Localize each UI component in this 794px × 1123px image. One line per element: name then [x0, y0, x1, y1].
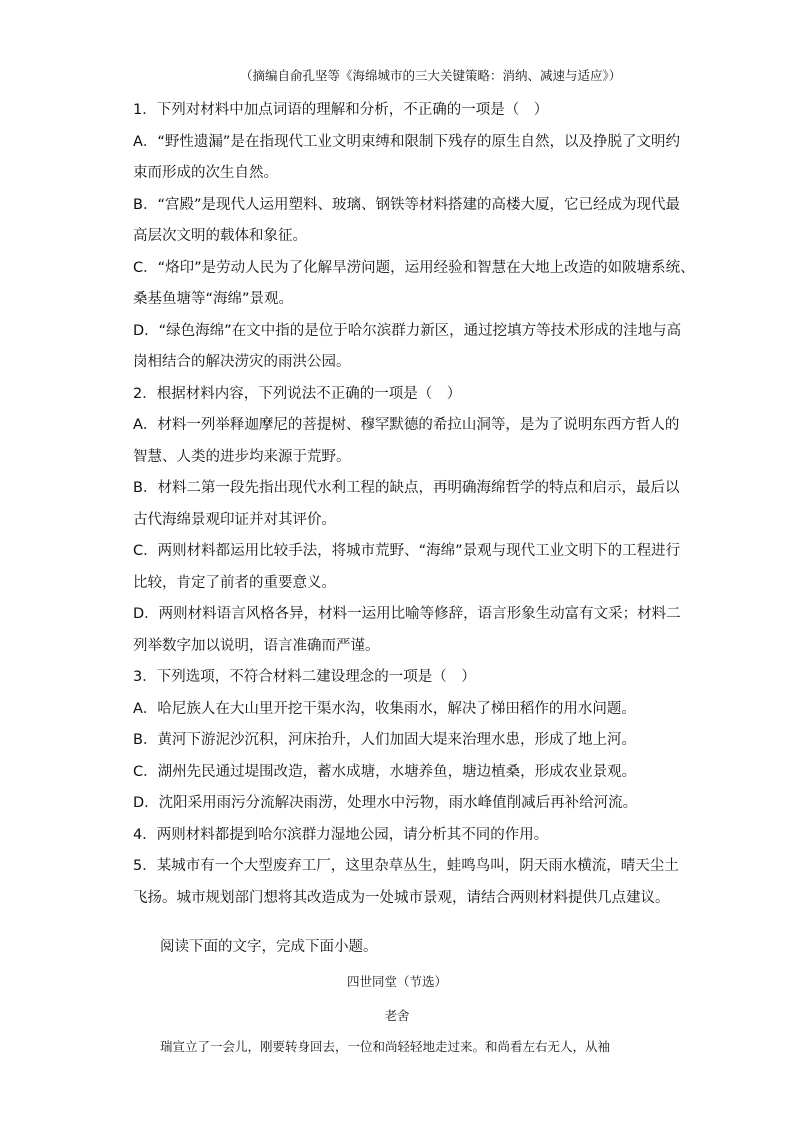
question-block [133, 95, 693, 914]
text-line: 束而形成的次生自然。 [133, 165, 278, 181]
text-line: A．材料一列举释迦摩尼的菩提树、穆罕默德的希拉山洞等，是为了说明东西方哲人的 [133, 417, 680, 433]
text-line: B．“宫殿”是现代人运用塑料、玻璃、钢铁等材料搭建的高楼大厦，它已经成为现代最 [133, 196, 680, 213]
text-line: 2．根据材料内容，下列说法不正确的一项是（ ） [133, 385, 462, 402]
text-line: C．两则材料都运用比较手法，将城市荒野、“海绵”景观与现代工业文明下的工程进行 [133, 543, 681, 559]
passage-title: 四世同堂（节选） [346, 974, 447, 989]
text-line: C．湖州先民通过堤围改造，蓄水成塘，水塘养鱼，塘边植桑，形成农业景观。 [133, 763, 637, 780]
text-line: A．“野性遗漏”是在指现代工业文明束缚和限制下残存的原生自然，以及挣脱了文明约 [133, 133, 680, 150]
text-line: 智慧、人类的进步均来源于荒野。 [133, 448, 351, 465]
text-line: B．黄河下游泥沙沉积，河床抬升，人们加固大堤来治理水患，形成了地上河。 [133, 732, 636, 748]
text-line: 3．下列选项，不符合材料二建设理念的一项是（ ） [133, 669, 476, 685]
text-line: A．哈尼族人在大山里开挖干渠水沟，收集雨水，解决了梯田稻作的用水问题。 [133, 700, 636, 717]
text-line: 比较，肯定了前者的重要意义。 [133, 574, 336, 591]
text-line: 桑基鱼塘等“海绵”景观。 [133, 291, 294, 307]
text-line: 列举数字加以说明，语言准确而严谨。 [133, 637, 380, 654]
text-line: B．材料二第一段先指出现代水利工程的缺点，再明确海绵哲学的特点和启示，最后以 [133, 480, 680, 496]
text-line: 飞扬。城市规划部门想将其改造成为一处城市景观，请结合两则材料提供几点建议。 [133, 889, 670, 906]
text-line: 4．两则材料都提到哈尔滨群力湿地公园，请分析其不同的作用。 [133, 826, 549, 843]
text-line: 高层次文明的载体和象征。 [133, 228, 307, 244]
text-line: 古代海绵景观印证并对其评价。 [133, 511, 336, 528]
text-line: 1．下列对材料中加点词语的理解和分析，不正确的一项是（ ） [133, 102, 549, 118]
passage-paragraph: 瑞宣立了一会儿，刚要转身回去，一位和尚轻轻地走过来。和尚看左右无人，从袖 [160, 1039, 611, 1054]
reading-instruction: 阅读下面的文字，完成下面小题。 [160, 939, 378, 955]
text-line: D．“绿色海绵”在文中指的是位于哈尔滨群力新区，通过挖填方等技术形成的洼地与高 [133, 322, 682, 339]
text-line: D．两则材料语言风格各异，材料一运用比喻等修辞，语言形象生动富有文采；材料二 [133, 606, 681, 622]
text-line: C．“烙印”是劳动人民为了化解旱涝问题，运用经验和智慧在大地上改造的如陂塘系统、 [133, 259, 695, 276]
text-line: 岗相结合的解决涝灾的雨洪公园。 [133, 354, 351, 370]
source-citation: （摘编自俞孔坚等《海绵城市的三大关键策略：消纳、减速与适应》） [240, 68, 622, 83]
text-line: 5．某城市有一个大型废弃工厂，这里杂草丛生，蛙鸣鸟叫，阴天雨水横流，晴天尘土 [133, 858, 679, 874]
passage-author: 老舍 [384, 1008, 410, 1023]
text-line: D．沈阳采用雨污分流解决雨涝，处理水中污物，雨水峰值削减后再补给河流。 [133, 795, 638, 811]
